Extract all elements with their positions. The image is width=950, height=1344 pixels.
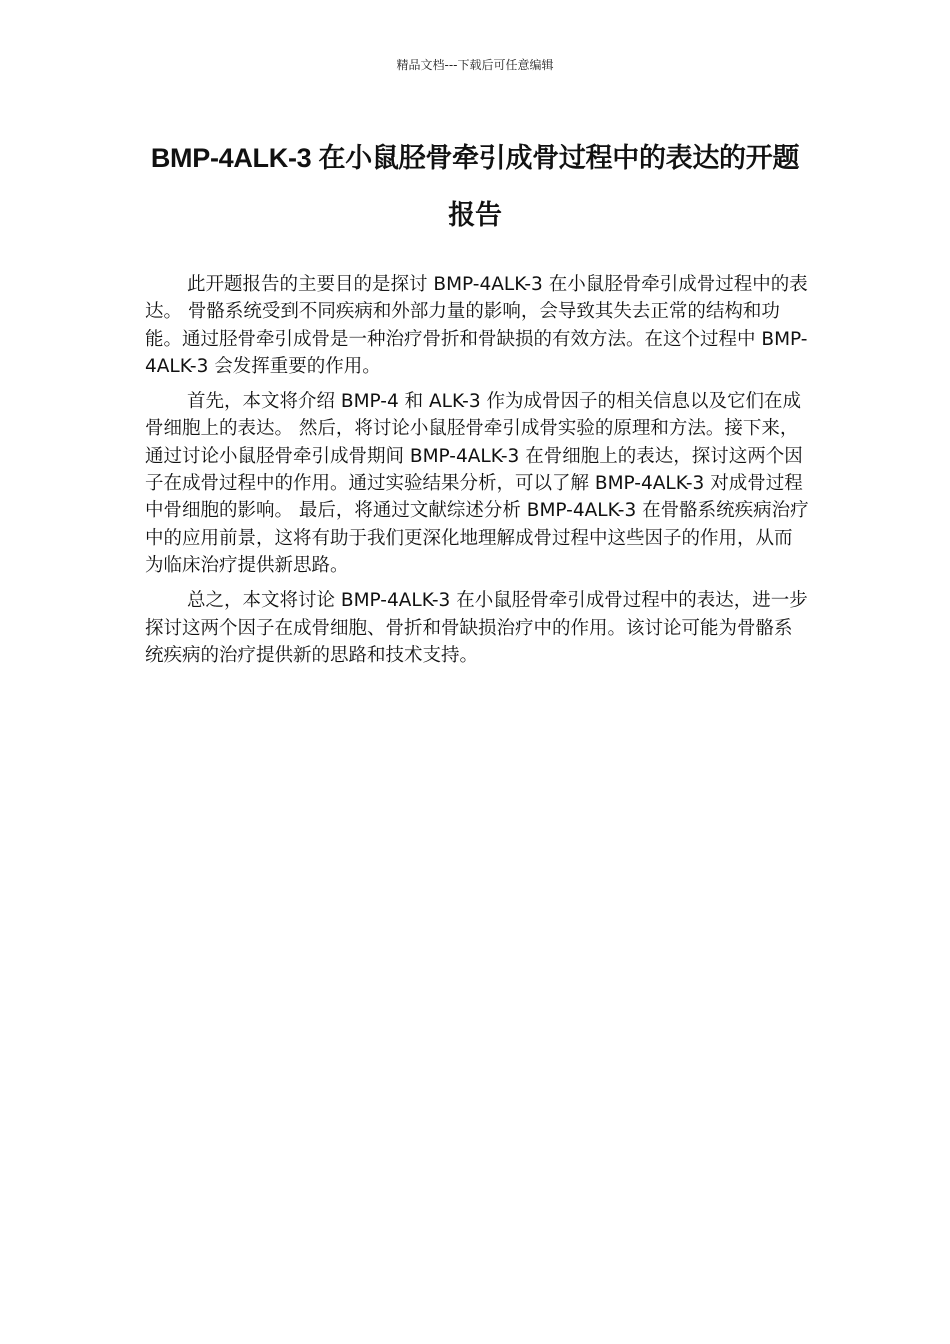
document-title: BMP-4ALK-3 在小鼠胫骨牵引成骨过程中的表达的开题报告 [150,143,800,230]
header-note: 精品文档---下载后可任意编辑 [396,58,554,72]
paragraph-1: 此开题报告的主要目的是探讨 BMP-4ALK-3 在小鼠胫骨牵引成骨过程中的表达。 骨骼系统受到不同疾病和外部力量的影响，会导致其失去正常的结构和功能。通过胫骨牵引成骨是一种治疗骨折和骨缺损的有效方法。在这个过程中 BMP-4ALK-3 会发挥重要的作用。 [145,274,808,377]
paragraph-2: 首先，本文将介绍 BMP-4 和 ALK-3 作为成骨因子的相关信息以及它们在成骨细胞上的表达。 然后，将讨论小鼠胫骨牵引成骨实验的原理和方法。接下来，通过讨论小鼠胫骨牵引成骨期间 BMP-4ALK-3 在骨细胞上的表达，探讨这两个因子在成骨过程中的作用。通过实验结果分析，可以了解 BMP-4ALK-3 对成骨过程中骨细胞的影响。 最后，将通过文献综述分析 BMP-4ALK-3 在骨骼系统疾病治疗中的应用前景，这将有助于我们更深化地理解成骨过程中这些因子的作用，从而为临床治疗提供新思路。 [145,391,809,576]
document-body [145,271,810,677]
paragraph-3: 总之，本文将讨论 BMP-4ALK-3 在小鼠胫骨牵引成骨过程中的表达，进一步探讨这两个因子在成骨细胞、骨折和骨缺损治疗中的作用。该讨论可能为骨骼系统疾病的治疗提供新的思路和技术支持。 [145,590,808,666]
